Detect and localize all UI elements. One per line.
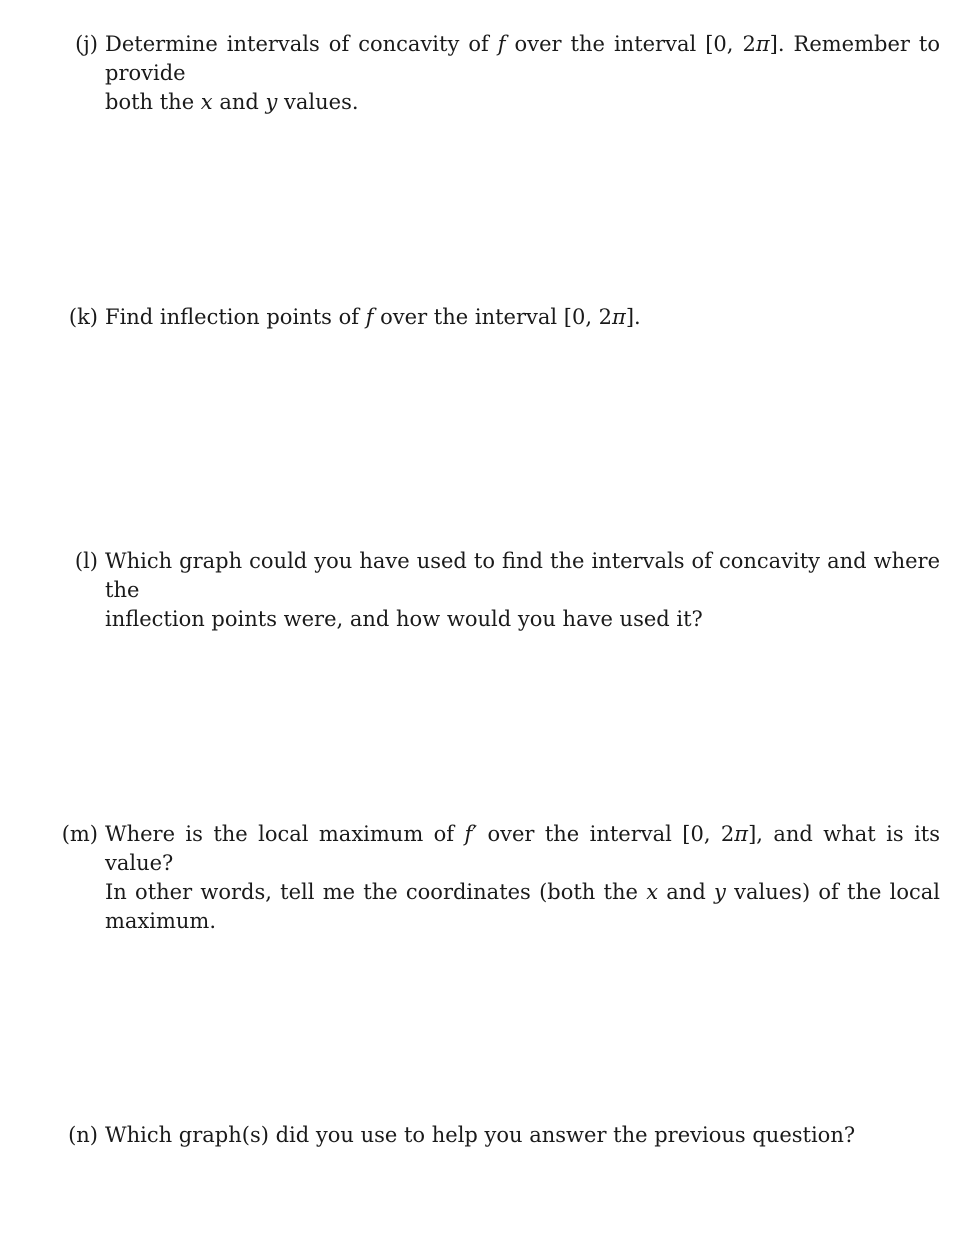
question-line: inflection points were, and how would you have used it? (105, 607, 703, 631)
question-text (105, 820, 940, 936)
question-label: (l) (74, 549, 98, 573)
math-y: y (265, 90, 278, 114)
question-line: Where is the local maximum of f′ over the interval [0, 2π], and what is its value? (105, 822, 940, 875)
math-y: y (714, 880, 726, 904)
question-line: Determine intervals of concavity of f over the interval [0, 2π]. Remember to provide (105, 32, 941, 85)
question-line: Find inflection points of f over the interval [0, 2π]. (105, 305, 641, 329)
question-label: (j) (75, 32, 98, 56)
question-text (105, 30, 940, 117)
question-line: both the x and y values. (105, 90, 359, 114)
math-pi: π (734, 822, 749, 846)
math-f-prime: f′ (464, 822, 478, 846)
question-text (105, 1121, 940, 1150)
math-f: f (365, 305, 374, 329)
math-f: f (497, 32, 506, 56)
question-line: maximum. (105, 909, 217, 933)
math-x: x (200, 90, 213, 114)
question-line: In other words, tell me the coordinates (both the x and y values) of the local (105, 880, 941, 904)
math-x: x (646, 880, 659, 904)
question-label: (m) (61, 822, 98, 846)
question-label: (n) (68, 1123, 98, 1147)
question-label: (k) (68, 305, 98, 329)
question-text (105, 303, 940, 332)
question-text (105, 547, 940, 634)
math-pi: π (612, 305, 626, 329)
math-pi: π (755, 32, 770, 56)
question-line: Which graph(s) did you use to help you answer the previous question? (105, 1123, 856, 1147)
question-line: Which graph could you have used to find the intervals of concavity and where the (105, 549, 940, 602)
